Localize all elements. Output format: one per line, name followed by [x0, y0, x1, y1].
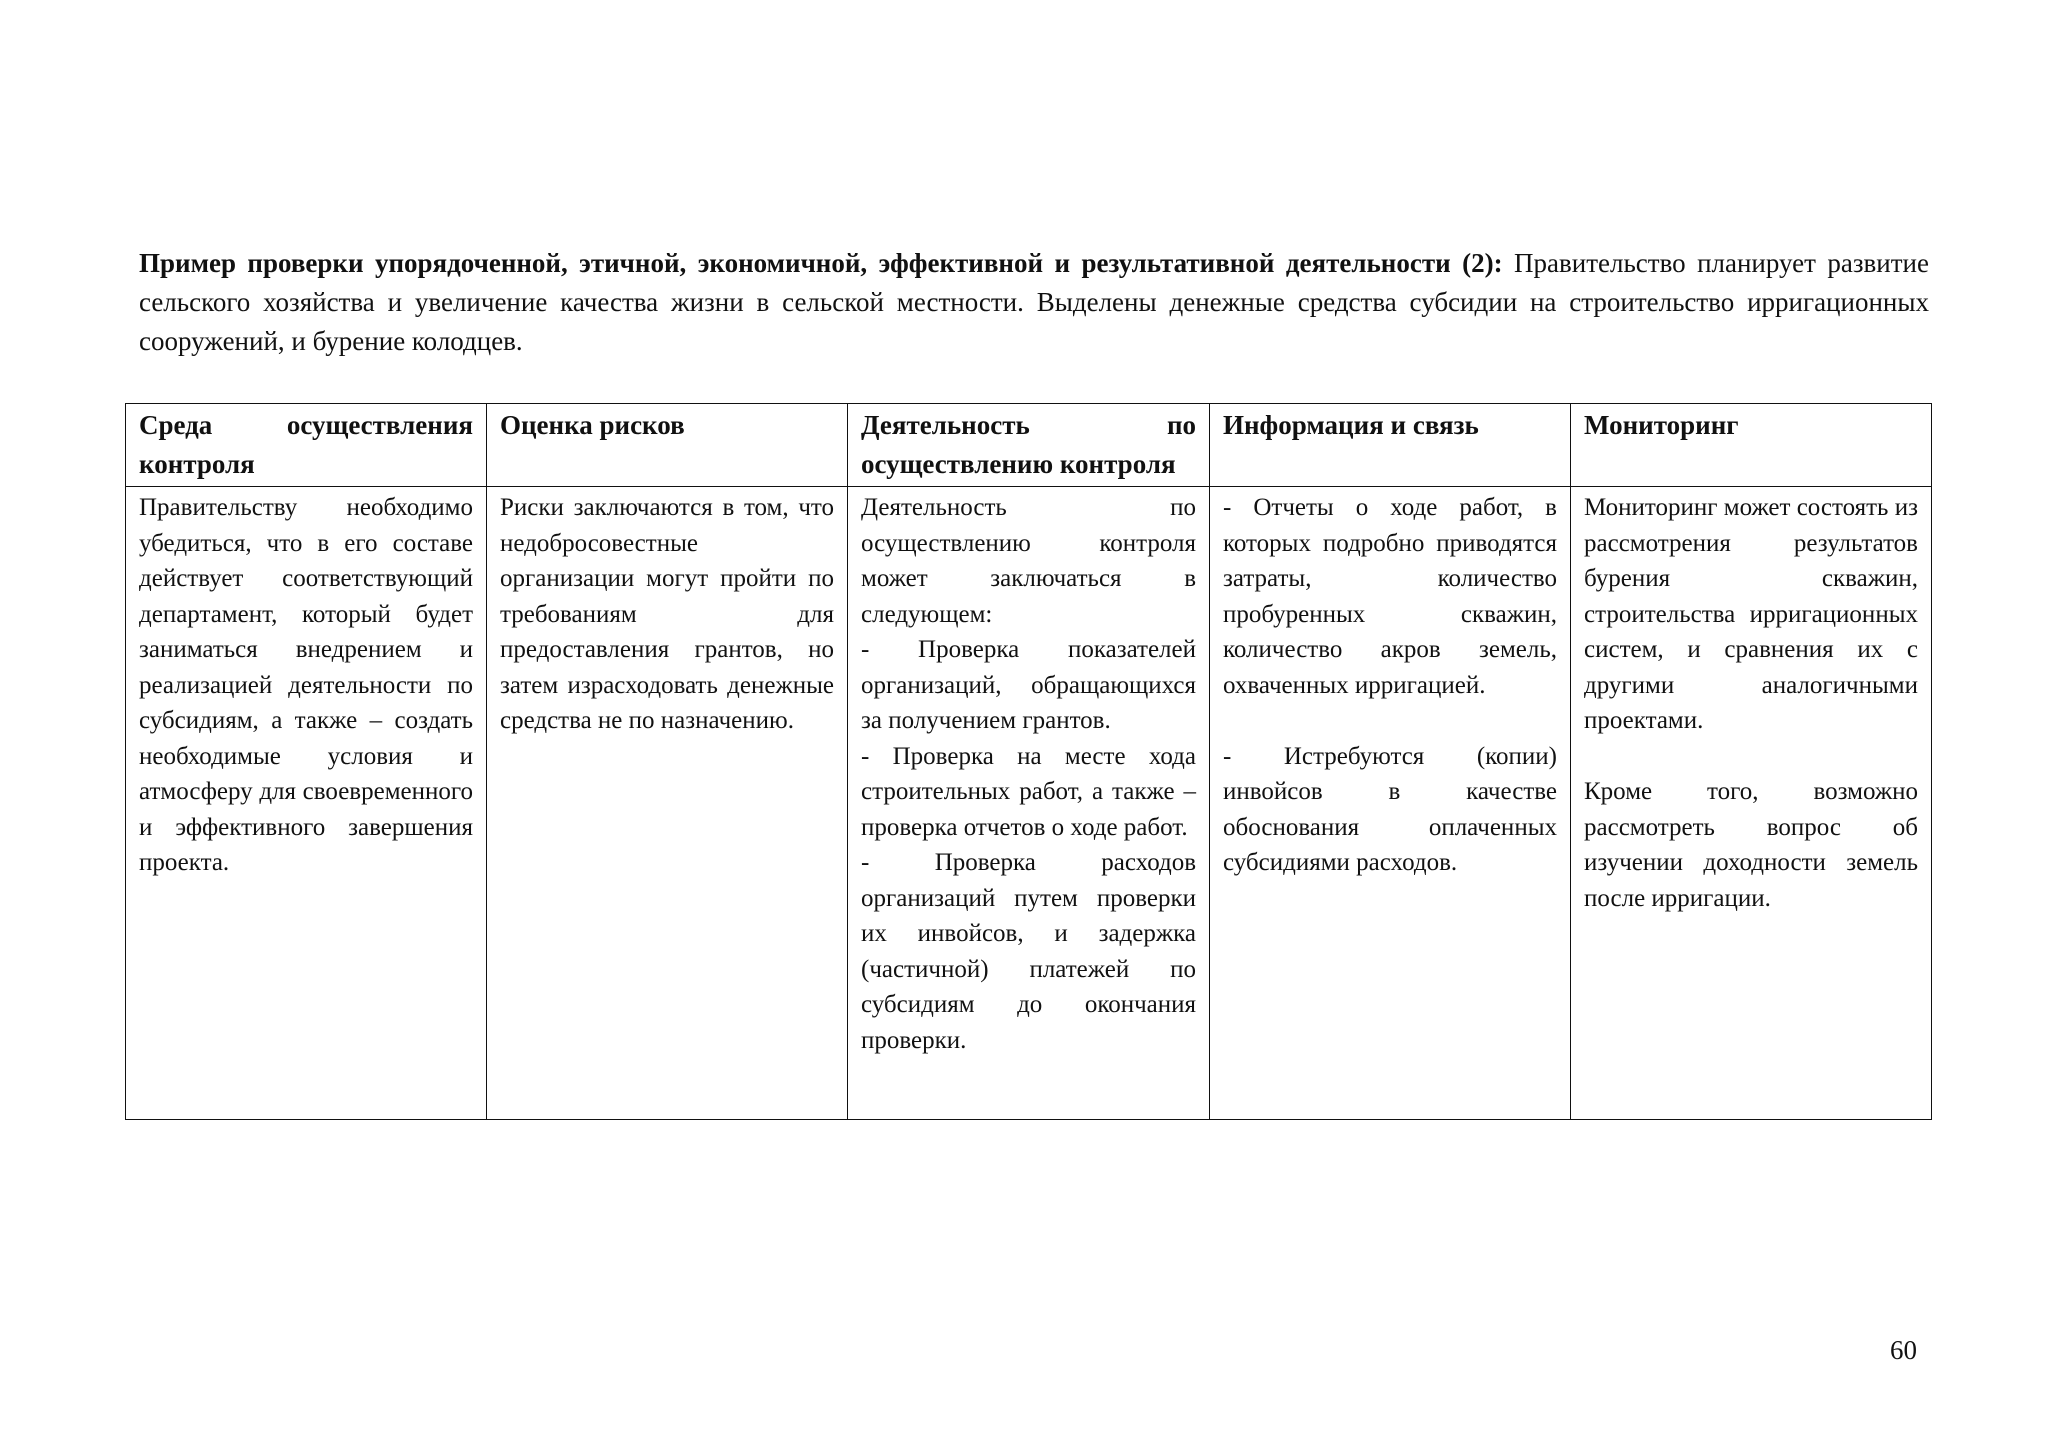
header-risk-assessment: Оценка рисков [487, 404, 848, 487]
cell-paragraph: Мониторинг может состоять из рассмотрения результатов бурения скважин, строительства ирригационных систем, и сравнения их с другими аналогичными проектами. [1584, 494, 1918, 734]
cell-paragraph: - Проверка на месте хода строительных работ, а также – проверка отчетов о ходе работ. [861, 742, 1196, 841]
intro-paragraph [139, 244, 1929, 361]
cell-control-environment [126, 487, 487, 1120]
cell-information-communication [1210, 487, 1571, 1120]
cell-paragraph: - Истребуются (копии) инвойсов в качестве обоснования оплаченных субсидиями расходов. [1223, 742, 1557, 876]
header-control-environment: Среда осуществления контроля [126, 404, 487, 487]
table-header-row [126, 404, 1932, 487]
cell-paragraph: Кроме того, возможно рассмотреть вопрос об изучении доходности земель после ирригации. [1584, 778, 1918, 912]
header-monitoring: Мониторинг [1571, 404, 1932, 487]
cell-paragraph: Деятельность по осуществлению контроля может заключаться в следующем: [861, 494, 1196, 628]
cell-paragraph: Правительству необходимо убедиться, что в его составе действует соответствующий департамент, который будет заниматься внедрением и реализацией деятельности по субсидиям, а также – создать необходимые условия и атмосферу для своевременного и эффективного завершения проекта. [139, 494, 473, 876]
intro-bold-lead: Пример проверки упорядоченной, этичной, экономичной, эффективной и результативной деятельности (2): [139, 248, 1503, 278]
cell-paragraph: - Проверка показателей организаций, обращающихся за получением грантов. [861, 636, 1196, 734]
cell-monitoring [1571, 487, 1932, 1120]
page-number: 60 [1890, 1335, 1917, 1365]
header-control-activities: Деятельность по осуществлению контроля [848, 404, 1210, 487]
table-row [126, 487, 1932, 1120]
cell-paragraph: Риски заключаются в том, что недобросовестные организации могут пройти по требованиям для предоставления грантов, но затем израсходовать денежные средства не по назначению. [500, 494, 834, 734]
intro-text: Правительство планирует развитие сельского хозяйства и увеличение качества жизни в сельской местности. Выделены денежные средства субсидии на строительство ирригационных сооружений, и бурение колодцев. [139, 248, 1929, 356]
header-information-communication: Информация и связь [1210, 404, 1571, 487]
cell-paragraph: - Отчеты о ходе работ, в которых подробно приводятся затраты, количество пробуренных скважин, количество акров земель, охваченных ирригацией. [1223, 494, 1557, 699]
internal-control-table [125, 403, 1932, 1120]
cell-paragraph: - Проверка расходов организаций путем проверки их инвойсов, и задержка (частичной) платежей по субсидиям до окончания проверки. [861, 849, 1196, 1054]
cell-risk-assessment [487, 487, 848, 1120]
cell-control-activities [848, 487, 1210, 1120]
